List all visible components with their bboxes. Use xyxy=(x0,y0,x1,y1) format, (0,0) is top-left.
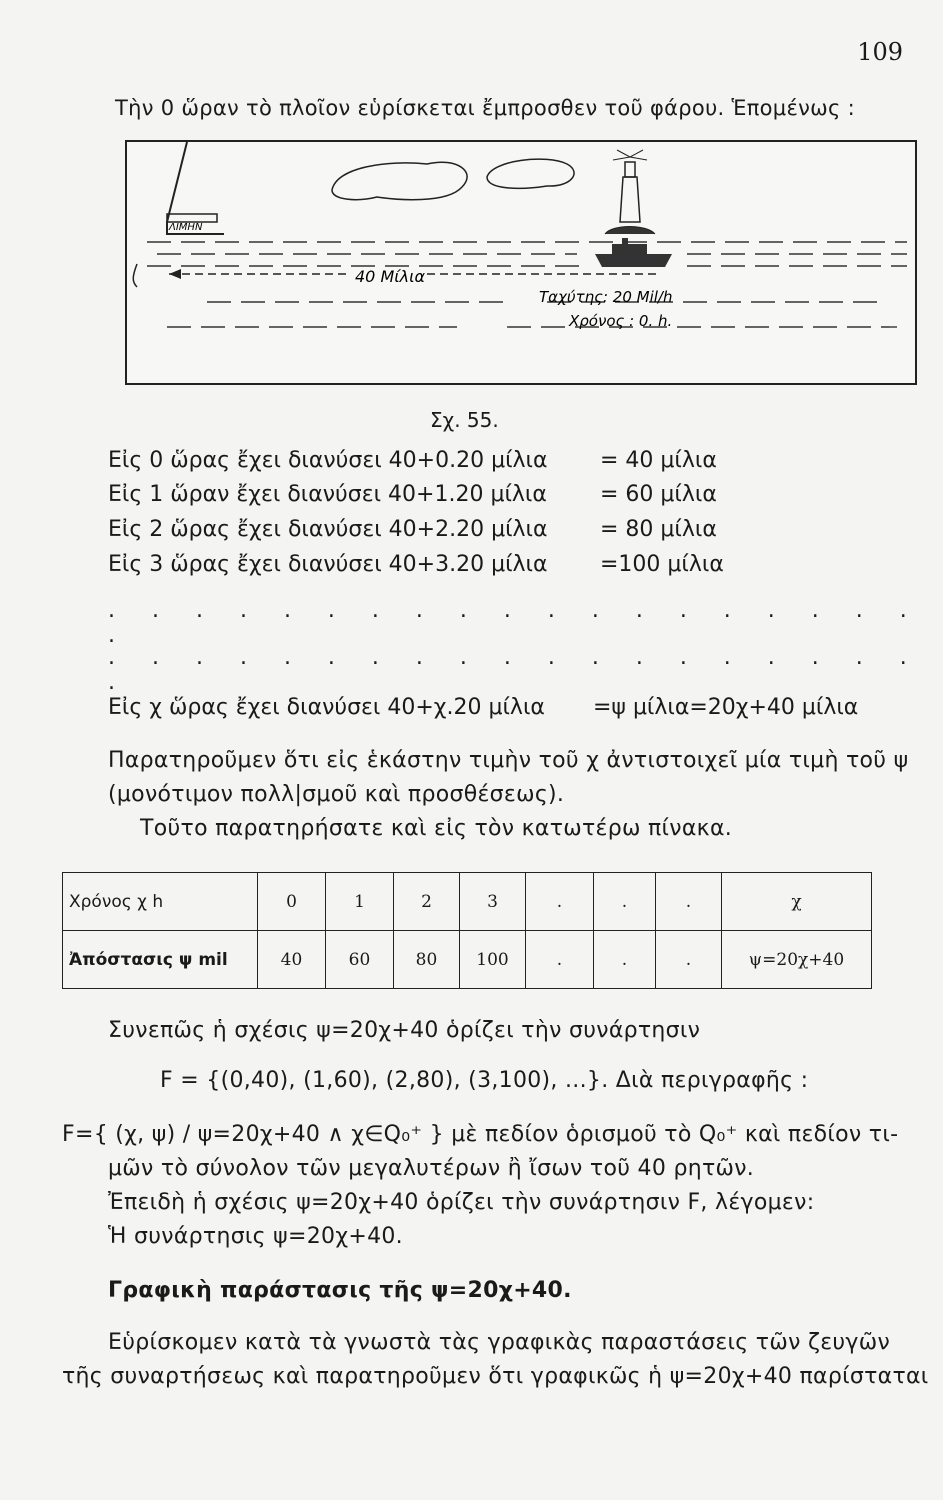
ellipsis-row-2: . . . . . . . . . . . . . . . . . . . . xyxy=(108,645,922,695)
table-row xyxy=(63,931,872,989)
table-cell: . xyxy=(594,873,656,931)
ellipsis-row-1: . . . . . . . . . . . . . . . . . . . . xyxy=(108,598,922,648)
function-line: Συνεπῶς ἡ σχέσις ψ=20χ+40 ὁρίζει τὴν συνάρτησιν xyxy=(108,1018,701,1043)
ship-lighthouse-figure xyxy=(125,140,917,385)
page-number: 109 xyxy=(857,38,903,66)
distance-row-3-right: =100 μίλια xyxy=(600,552,724,577)
time-label: Χρόνος : 0. h. xyxy=(569,312,673,330)
table-row xyxy=(63,873,872,931)
table-cell: 100 xyxy=(460,931,526,989)
distance-row-0-left: Εἰς 0 ὥρας ἔχει διανύσει 40+0.20 μίλια xyxy=(108,448,548,473)
distance-row-general-left: Εἰς χ ὥρας ἔχει διανύσει 40+χ.20 μίλια xyxy=(108,695,545,720)
distance-label: 40 Μίλια xyxy=(355,267,426,286)
distance-row-1-left: Εἰς 1 ὥραν ἔχει διανύσει 40+1.20 μίλια xyxy=(108,482,547,507)
section-heading: Γραφικὴ παράστασις τῆς ψ=20χ+40. xyxy=(108,1278,572,1303)
function-description-line-2: μῶν τὸ σύνολον τῶν μεγαλυτέρων ἢ ἴσων τοῦ 40 ρητῶν. xyxy=(108,1156,755,1181)
table-cell: 2 xyxy=(394,873,460,931)
table-cell: . xyxy=(656,873,722,931)
paragraph-1-line-1: Παρατηροῦμεν ὅτι εἰς ἑκάστην τιμὴν τοῦ χ ἀντιστοιχεῖ μία τιμὴ τοῦ ψ xyxy=(108,748,909,773)
table-cell: 0 xyxy=(258,873,326,931)
table-cell: 40 xyxy=(258,931,326,989)
intro-line: Τὴν 0 ὥραν τὸ πλοῖον εὑρίσκεται ἔμπροσθεν τοῦ φάρου. Ἑπομένως : xyxy=(115,96,855,120)
distance-row-2-left: Εἰς 2 ὥρας ἔχει διανύσει 40+2.20 μίλια xyxy=(108,517,548,542)
distance-row-0-right: = 40 μίλια xyxy=(600,448,717,473)
table-cell: . xyxy=(656,931,722,989)
table-cell: . xyxy=(526,931,594,989)
last-paragraph-line-2: τῆς συναρτήσεως καὶ παρατηροῦμεν ὅτι γραφικῶς ἡ ψ=20χ+40 παρίσταται xyxy=(62,1364,929,1389)
table-cell: 80 xyxy=(394,931,460,989)
table-cell: Χρόνος χ h xyxy=(63,873,258,931)
table-cell: 60 xyxy=(326,931,394,989)
paragraph-2: Τοῦτο παρατηρήσατε καὶ εἰς τὸν κατωτέρω πίνακα. xyxy=(140,816,733,841)
harbor-label: ΛΙΜΗΝ xyxy=(169,222,203,233)
time-distance-table xyxy=(62,872,872,989)
distance-row-3-left: Εἰς 3 ὥρας ἔχει διανύσει 40+3.20 μίλια xyxy=(108,552,548,577)
distance-row-2-right: = 80 μίλια xyxy=(600,517,717,542)
table-cell: χ xyxy=(722,873,872,931)
harbor-pier xyxy=(167,142,224,234)
water-lines xyxy=(147,242,907,327)
table-cell: . xyxy=(526,873,594,931)
figure-drawing xyxy=(127,142,915,383)
table-cell: 3 xyxy=(460,873,526,931)
distance-row-1-right: = 60 μίλια xyxy=(600,482,717,507)
since-line-1: Ἐπειδὴ ἡ σχέσις ψ=20χ+40 ὁρίζει τὴν συνάρτησιν F, λέγομεν: xyxy=(108,1190,815,1215)
lighthouse-icon xyxy=(605,150,655,234)
figure-caption: Σχ. 55. xyxy=(430,408,499,432)
last-paragraph-line-1: Εὑρίσκομεν κατὰ τὰ γνωστὰ τὰς γραφικὰς παραστάσεις τῶν ζευγῶν xyxy=(108,1330,891,1355)
speed-label: Ταχύτης: 20 Μil/h xyxy=(539,288,673,306)
distance-row-general-right: =ψ μίλια=20χ+40 μίλια xyxy=(593,695,859,720)
cloud-1 xyxy=(332,162,467,199)
harbor-sign xyxy=(167,214,217,222)
table-cell: Ἀπόστασις ψ mil xyxy=(63,931,258,989)
function-description-line-1: F={ (χ, ψ) / ψ=20χ+40 ∧ χ∈Q₀⁺ } μὲ πεδίον ὁρισμοῦ τὸ Q₀⁺ καὶ πεδίον τι- xyxy=(62,1122,899,1147)
paragraph-1-line-2: (μονότιμον πολλ|σμοῦ καὶ προσθέσεως). xyxy=(108,782,565,807)
since-line-2: Ἡ συνάρτησις ψ=20χ+40. xyxy=(108,1224,403,1249)
cloud-2 xyxy=(487,159,574,188)
function-set-line: F = {(0,40), (1,60), (2,80), (3,100), ...}. Διὰ περιγραφῆς : xyxy=(160,1068,809,1093)
table-cell: ψ=20χ+40 xyxy=(722,931,872,989)
table-cell: . xyxy=(594,931,656,989)
table-cell: 1 xyxy=(326,873,394,931)
arrow-head-icon xyxy=(169,269,181,279)
